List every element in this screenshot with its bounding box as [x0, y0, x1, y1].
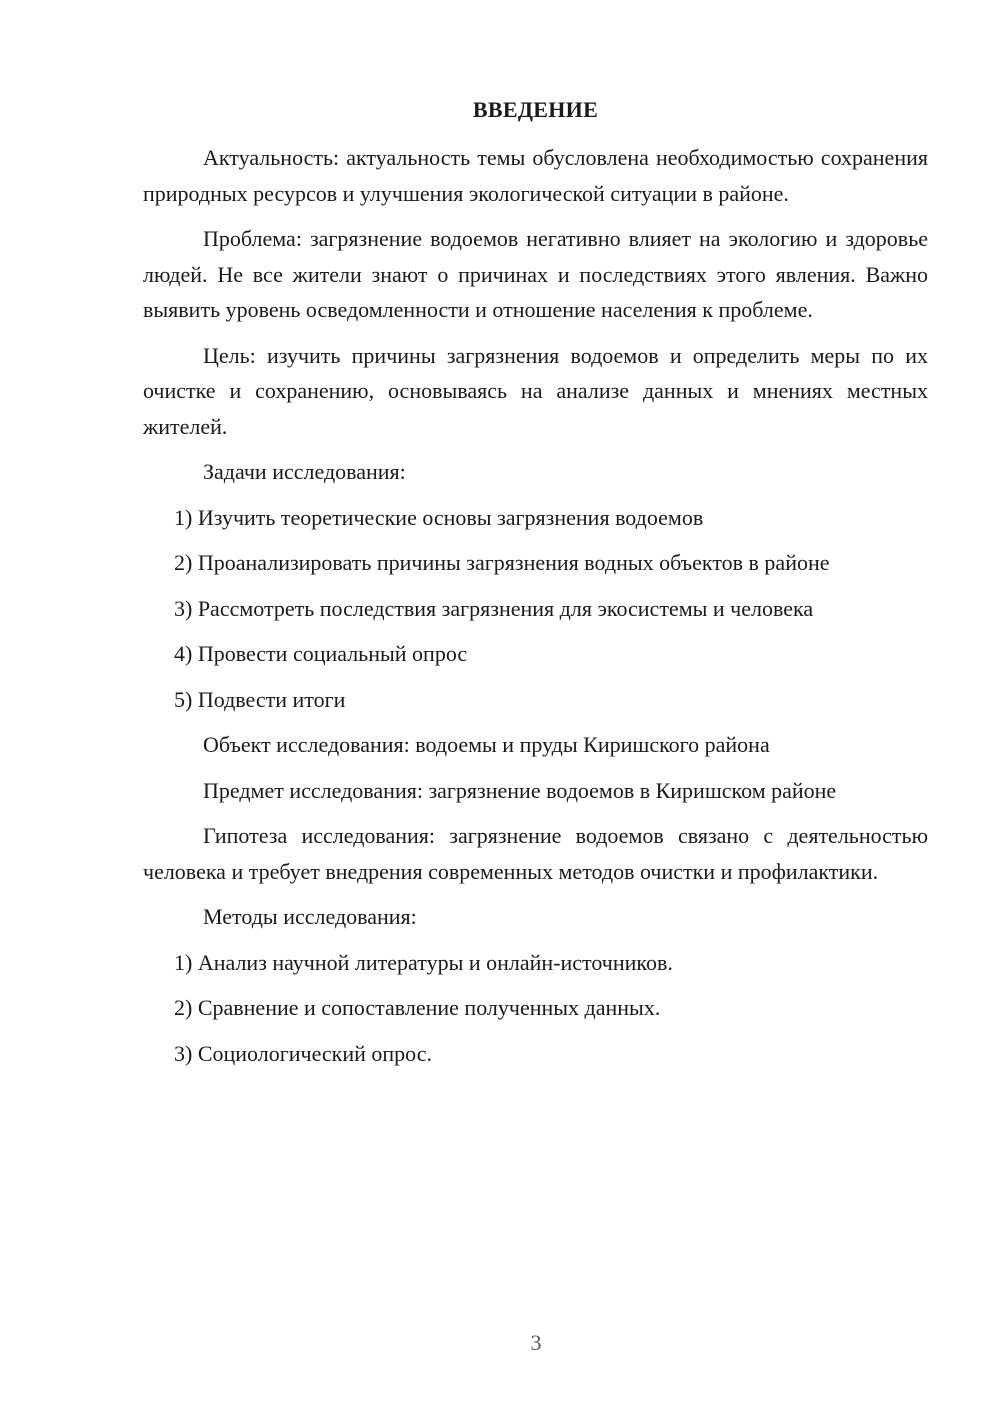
- problem-paragraph: Проблема: загрязнение водоемов негативно влияет на экологию и здоровье людей. Не все жители знают о причинах и последствиях этого явления. Важно выявить уровень осведомленности и отношение населения к проблеме.: [143, 226, 928, 322]
- page-number: 3: [530, 1330, 542, 1355]
- method-item: 3) Социологический опрос.: [174, 1040, 432, 1066]
- task-item: 4) Провести социальный опрос: [174, 641, 468, 666]
- method-item: 1) Анализ научной литературы и онлайн-источников.: [174, 949, 673, 975]
- task-item: 3) Рассмотреть последствия загрязнения для экосистемы и человека: [174, 595, 814, 621]
- method-item: 2) Сравнение и сопоставление полученных данных.: [174, 995, 661, 1020]
- task-item: 2) Проанализировать причины загрязнения водных объектов в районе: [174, 550, 830, 575]
- methods-heading: Методы исследования:: [203, 904, 417, 929]
- research-subject: Предмет исследования: загрязнение водоемов в Киришском районе: [203, 777, 837, 803]
- relevance-paragraph: Актуальность: актуальность темы обусловлена необходимостью сохранения природных ресурсов и улучшения экологической ситуации в районе.: [143, 145, 928, 206]
- section-title: ВВЕДЕНИЕ: [472, 97, 599, 122]
- task-item: 1) Изучить теоретические основы загрязнения водоемов: [174, 504, 704, 530]
- goal-paragraph: Цель: изучить причины загрязнения водоемов и определить меры по их очистке и сохранению, основываясь на анализе данных и мнениях местных жителей.: [143, 342, 928, 439]
- hypothesis-paragraph: Гипотеза исследования: загрязнение водоемов связано с деятельностью человека и требует внедрения современных методов очистки и профилактики.: [143, 823, 928, 884]
- task-item: 5) Подвести итоги: [174, 686, 346, 712]
- document-page: [143, 92, 928, 1081]
- tasks-heading: Задачи исследования:: [203, 459, 406, 484]
- research-object: Объект исследования: водоемы и пруды Киришского района: [203, 732, 770, 757]
